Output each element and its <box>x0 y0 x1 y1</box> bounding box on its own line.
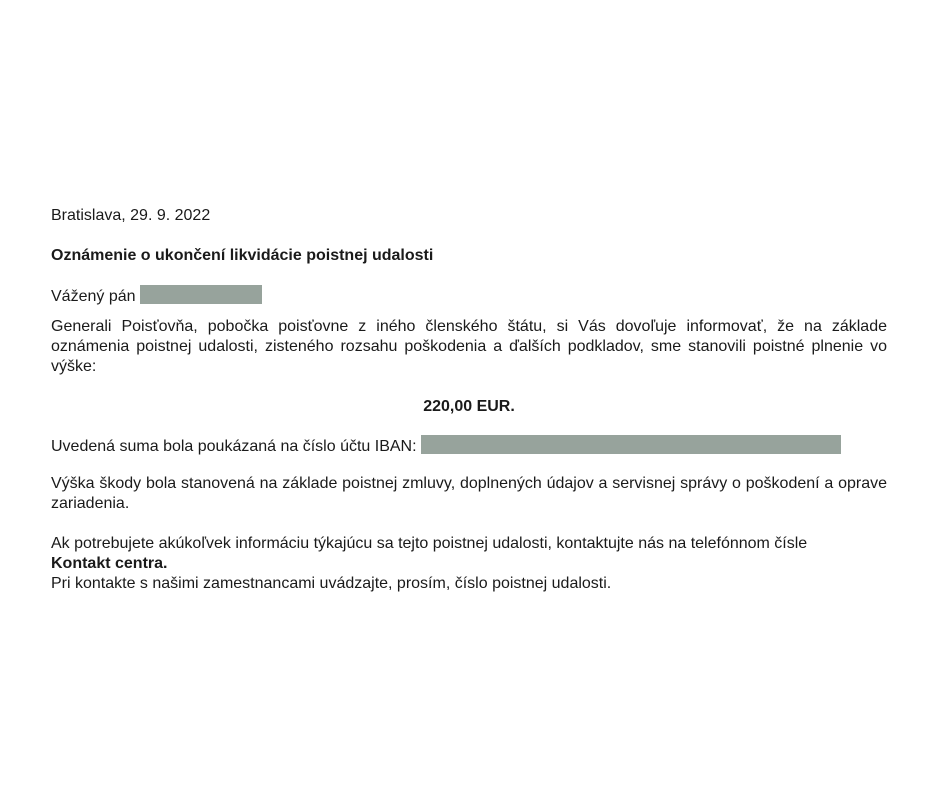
paragraph-reference-note: Pri kontakte s našimi zamestnancami uvádzajte, prosím, číslo poistnej udalosti. <box>51 575 612 592</box>
letter-subject: Oznámenie o ukončení likvidácie poistnej udalosti <box>51 247 434 264</box>
iban-sentence: Uvedená suma bola poukázaná na číslo účtu IBAN: <box>51 438 417 455</box>
iban-line <box>51 435 841 457</box>
redacted-iban-block <box>421 435 841 454</box>
salutation <box>51 285 262 307</box>
paragraph-damage-assessment: Výška škody bola stanovená na základe poistnej zmluvy, doplnených údajov a servisnej správy o poškodení a oprave zariadenia. <box>51 475 887 512</box>
paragraph-benefit-notice: Generali Poisťovňa, pobočka poisťovne z iného členského štátu, si Vás dovoľuje informovať, že na základe oznámenia poistnej udalosti, zisteného rozsahu poškodenia a ďalších podkladov, sme stanovili poistné plnenie vo výške: <box>51 318 887 375</box>
date-line: Bratislava, 29. 9. 2022 <box>51 207 211 224</box>
paragraph-contact <box>51 534 887 574</box>
payment-amount: 220,00 EUR. <box>423 398 515 415</box>
salutation-text: Vážený pán <box>51 288 136 305</box>
redacted-name-block <box>140 285 262 304</box>
contact-text: Ak potrebujete akúkoľvek informáciu týkajúcu sa tejto poistnej udalosti, kontaktujte nás na telefónnom čísle <box>51 535 808 552</box>
contact-center-label: Kontakt centra. <box>51 555 168 572</box>
